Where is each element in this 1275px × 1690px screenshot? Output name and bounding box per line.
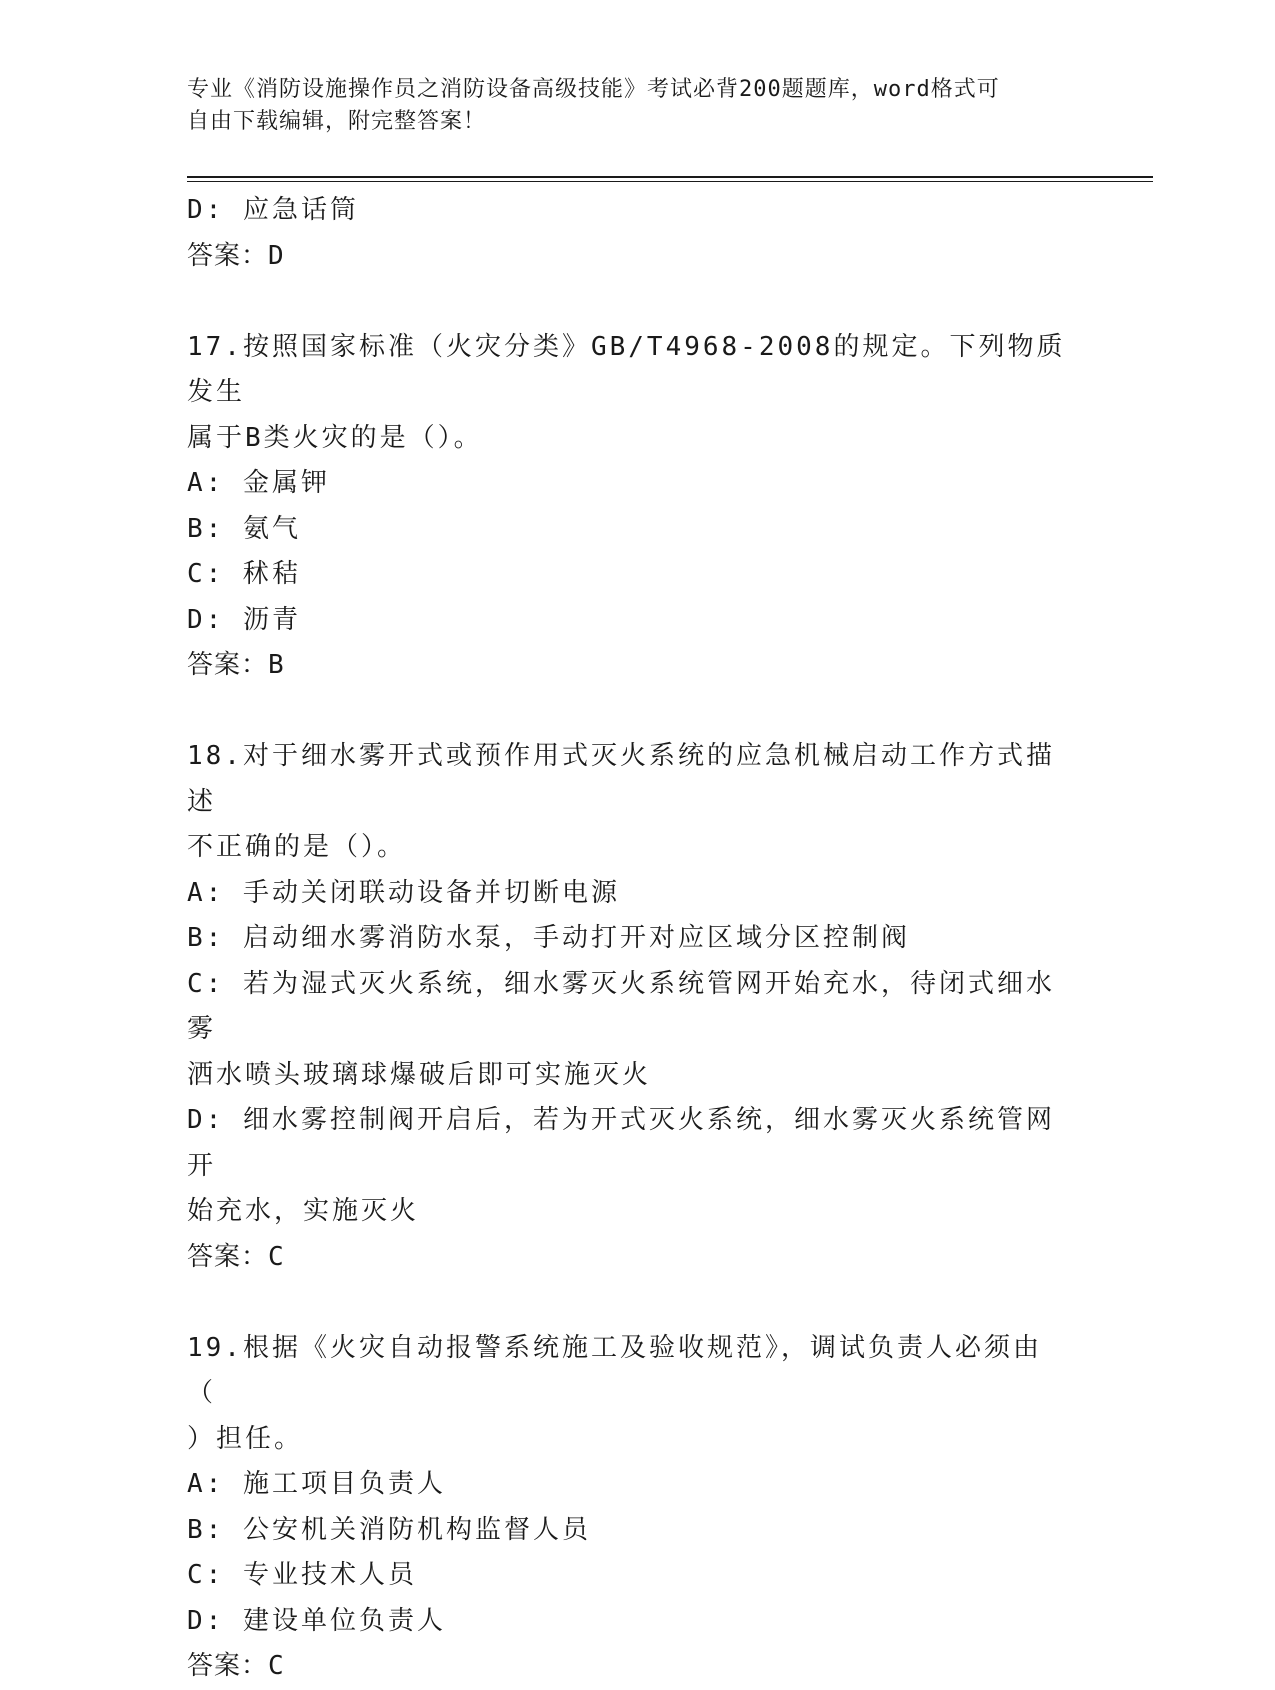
question-17 — [187, 325, 1067, 689]
question-stem-cont: ）担任。 — [187, 1423, 304, 1454]
question-stem: 18.对于细水雾开式或预作用式灭火系统的应急机械启动工作方式描述 — [187, 741, 1055, 817]
header-title-line-2: 自由下载编辑，附完整答案！ — [187, 109, 487, 134]
option-a: A: 手动关闭联动设备并切断电源 — [187, 877, 620, 908]
option-d: D: 细水雾控制阀开启后，若为开式灭火系统，细水雾灭火系统管网开 — [187, 1105, 1055, 1181]
option-d: D: 建设单位负责人 — [187, 1605, 446, 1636]
option-c: C: 专业技术人员 — [187, 1560, 417, 1590]
header-title-line-1: 专业《消防设施操作员之消防设备高级技能》考试必背200题题库，word格式可 — [187, 77, 1000, 102]
option-c: C: 若为湿式灭火系统，细水雾灭火系统管网开始充水，待闭式细水雾 — [187, 968, 1055, 1044]
header-divider-thin — [187, 181, 1153, 182]
option-c-cont: 洒水喷头玻璃球爆破后即可实施灭火 — [187, 1059, 652, 1090]
question-stem: 19.根据《火灾自动报警系统施工及验收规范》，调试负责人必须由（ — [187, 1332, 1042, 1408]
question-stem-cont: 属于B类火灾的是（）。 — [187, 422, 483, 453]
option-b: B: 氨气 — [187, 513, 301, 544]
answer: 答案：C — [187, 1651, 285, 1681]
previous-question-tail — [187, 188, 1067, 279]
question-19 — [187, 1326, 1067, 1690]
header-divider — [187, 176, 1153, 178]
option-c: C: 秫秸 — [187, 559, 301, 589]
answer: 答案：C — [187, 1241, 285, 1272]
option-d: D: 沥青 — [187, 604, 301, 635]
option-a: A: 施工项目负责人 — [187, 1469, 446, 1499]
option-a: A: 金属钾 — [187, 468, 330, 498]
option-b: B: 启动细水雾消防水泵，手动打开对应区域分区控制阀 — [187, 923, 910, 953]
option-d: D: 应急话筒 — [187, 195, 359, 225]
question-stem-cont: 不正确的是（）。 — [187, 832, 407, 862]
answer: 答案：D — [187, 240, 285, 271]
option-d-cont: 始充水，实施灭火 — [187, 1196, 420, 1226]
question-18 — [187, 734, 1067, 1280]
option-b: B: 公安机关消防机构监督人员 — [187, 1514, 591, 1545]
page-header — [187, 74, 1067, 138]
question-stem: 17.按照国家标准（火灾分类》GB/T4968-2008的规定。下列物质发生 — [187, 331, 1066, 407]
document-body — [187, 188, 1067, 1690]
answer: 答案：B — [187, 650, 285, 680]
